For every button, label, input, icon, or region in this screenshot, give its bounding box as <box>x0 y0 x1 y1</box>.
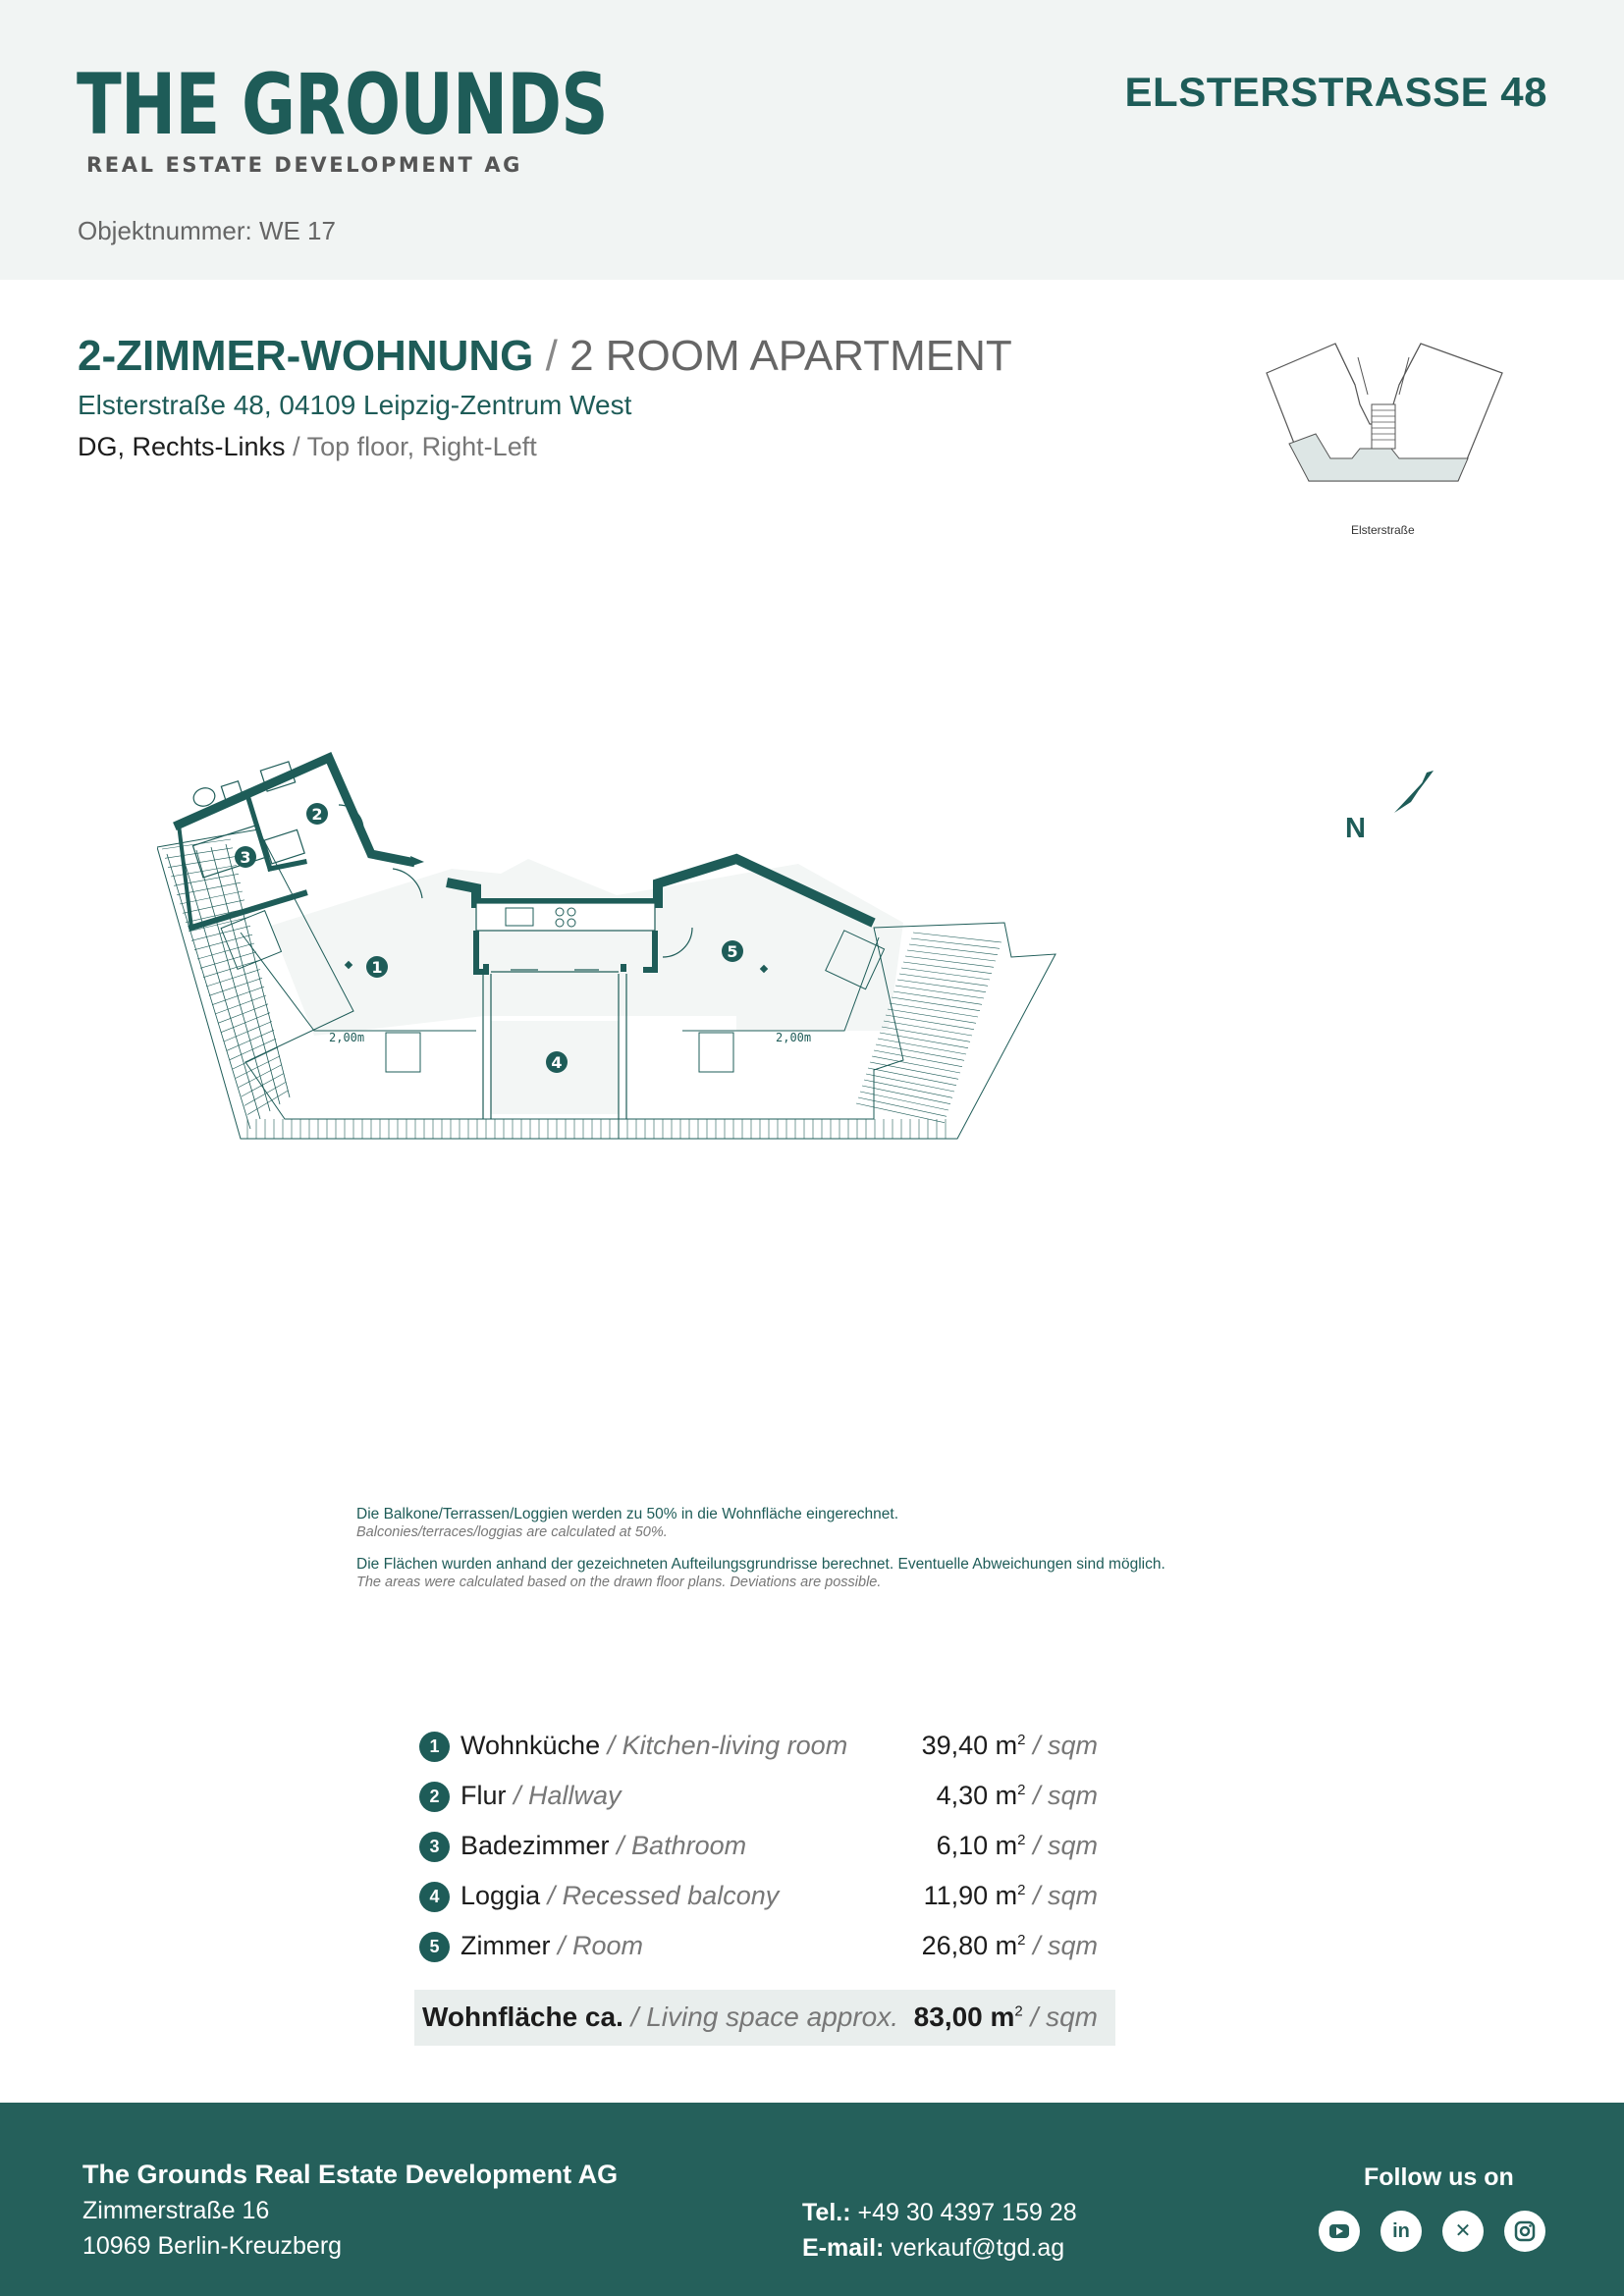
area-value: 6,10 m <box>936 1831 1018 1860</box>
area-superscript: 2 <box>1014 2002 1023 2020</box>
north-label: N <box>1345 813 1366 844</box>
area-superscript: 2 <box>1017 1882 1026 1898</box>
room-name-de: Loggia <box>460 1881 541 1910</box>
title-en: 2 ROOM APARTMENT <box>569 332 1012 380</box>
room-number: 3 <box>419 1832 450 1862</box>
room-name-en: / Room <box>550 1931 644 1960</box>
table-row <box>414 1728 1115 1778</box>
floor-en: / Top floor, Right-Left <box>285 432 537 461</box>
area-superscript: 2 <box>1017 1832 1026 1848</box>
area-unit: / sqm <box>1025 1931 1098 1960</box>
footer <box>0 2103 1624 2296</box>
area-superscript: 2 <box>1017 1932 1026 1949</box>
room-area <box>922 1931 1098 1961</box>
room-number: 2 <box>419 1782 450 1812</box>
room-area <box>922 1731 1098 1761</box>
floor-de: DG, Rechts-Links <box>78 432 286 461</box>
room-marker-1: 1 <box>371 958 383 977</box>
total-area-value: 83,00 m <box>913 2002 1015 2032</box>
phone-label: Tel.: <box>802 2199 851 2226</box>
floor-plan <box>157 746 1453 1374</box>
object-number: Objektnummer: WE 17 <box>78 216 336 245</box>
footer-company: The Grounds Real Estate Development AG <box>82 2160 619 2189</box>
room-area <box>937 1781 1098 1811</box>
street-title: ELSTERSTRASSE 48 <box>1124 69 1547 115</box>
room-marker-5: 5 <box>727 942 738 961</box>
area-value: 4,30 m <box>936 1781 1018 1810</box>
apartment-address: Elsterstraße 48, 04109 Leipzig-Zentrum West <box>78 390 632 420</box>
follow-us-label: Follow us on <box>1364 2163 1514 2191</box>
room-area <box>924 1881 1098 1911</box>
room-name-de: Badezimmer <box>460 1831 610 1860</box>
instagram-icon[interactable] <box>1504 2211 1545 2252</box>
table-row <box>414 1778 1115 1828</box>
title-separator: / <box>533 332 570 380</box>
linkedin-icon[interactable]: in <box>1380 2211 1422 2252</box>
room-number: 4 <box>419 1882 450 1912</box>
footer-phone <box>802 2199 1077 2227</box>
total-label <box>422 2002 898 2033</box>
room-area-table <box>414 1728 1115 1978</box>
floor-info <box>78 432 537 462</box>
room-name <box>460 1831 746 1861</box>
area-superscript: 2 <box>1017 1782 1026 1798</box>
key-plan-diagram <box>1262 336 1507 532</box>
total-label-de: Wohnfläche ca. <box>422 2002 623 2032</box>
note-balcony-en: Balconies/terraces/loggias are calculated at 50%. <box>356 1524 668 1541</box>
header <box>0 0 1624 280</box>
room-area <box>937 1831 1098 1861</box>
footer-email <box>802 2234 1064 2263</box>
area-unit: / sqm <box>1025 1881 1098 1910</box>
table-row <box>414 1878 1115 1928</box>
email-label: E-mail: <box>802 2234 885 2262</box>
phone-number[interactable]: +49 30 4397 159 28 <box>850 2199 1077 2226</box>
room-name-en: / Hallway <box>506 1781 622 1810</box>
area-unit: / sqm <box>1022 2002 1098 2032</box>
area-unit: / sqm <box>1025 1731 1098 1760</box>
area-unit: / sqm <box>1025 1831 1098 1860</box>
area-superscript: 2 <box>1017 1732 1026 1748</box>
area-value: 11,90 m <box>923 1881 1018 1910</box>
area-value: 39,40 m <box>921 1731 1018 1760</box>
total-living-space <box>414 1990 1115 2046</box>
note-areas-de: Die Flächen wurden anhand der gezeichneten Aufteilungsgrundrisse berechnet. Eventuelle Abweichungen sind möglich. <box>356 1555 1165 1573</box>
company-logo-subtitle: REAL ESTATE DEVELOPMENT AG <box>86 153 523 177</box>
area-value: 26,80 m <box>921 1931 1018 1960</box>
room-name-en: / Recessed balcony <box>540 1881 780 1910</box>
email-link[interactable]: verkauf@tgd.ag <box>884 2234 1065 2262</box>
xing-icon[interactable]: ✕ <box>1442 2211 1484 2252</box>
area-notes <box>356 1505 1165 1591</box>
room-number: 1 <box>419 1732 450 1762</box>
room-number: 5 <box>419 1932 450 1962</box>
title-de: 2-ZIMMER-WOHNUNG <box>78 332 534 380</box>
room-name <box>460 1731 847 1761</box>
youtube-icon[interactable] <box>1319 2211 1360 2252</box>
room-name-de: Flur <box>460 1781 507 1810</box>
table-row <box>414 1928 1115 1978</box>
room-name <box>460 1881 779 1911</box>
total-label-en: / Living space approx. <box>623 2002 899 2032</box>
room-marker-3: 3 <box>240 848 251 867</box>
company-logo: THE GROUNDS <box>77 56 608 154</box>
room-name <box>460 1781 622 1811</box>
room-name-en: / Bathroom <box>609 1831 747 1860</box>
room-name <box>460 1931 643 1961</box>
note-areas-en: The areas were calculated based on the drawn floor plans. Deviations are possible. <box>356 1574 882 1590</box>
note-balcony-de: Die Balkone/Terrassen/Loggien werden zu 50% in die Wohnfläche eingerechnet. <box>356 1506 899 1522</box>
total-area <box>914 2002 1098 2033</box>
room-name-de: Zimmer <box>460 1931 551 1960</box>
room-name-en: / Kitchen-living room <box>600 1731 848 1760</box>
key-plan-label: Elsterstraße <box>1351 523 1415 537</box>
footer-street: Zimmerstraße 16 <box>82 2197 270 2224</box>
dimension-left: 2,00m <box>329 1031 365 1044</box>
table-row <box>414 1828 1115 1878</box>
room-name-de: Wohnküche <box>460 1731 601 1760</box>
page-title <box>78 332 1012 381</box>
room-marker-4: 4 <box>551 1053 563 1072</box>
dimension-right: 2,00m <box>776 1031 812 1044</box>
area-unit: / sqm <box>1025 1781 1098 1810</box>
footer-city: 10969 Berlin-Kreuzberg <box>82 2232 343 2260</box>
room-marker-2: 2 <box>311 805 323 824</box>
